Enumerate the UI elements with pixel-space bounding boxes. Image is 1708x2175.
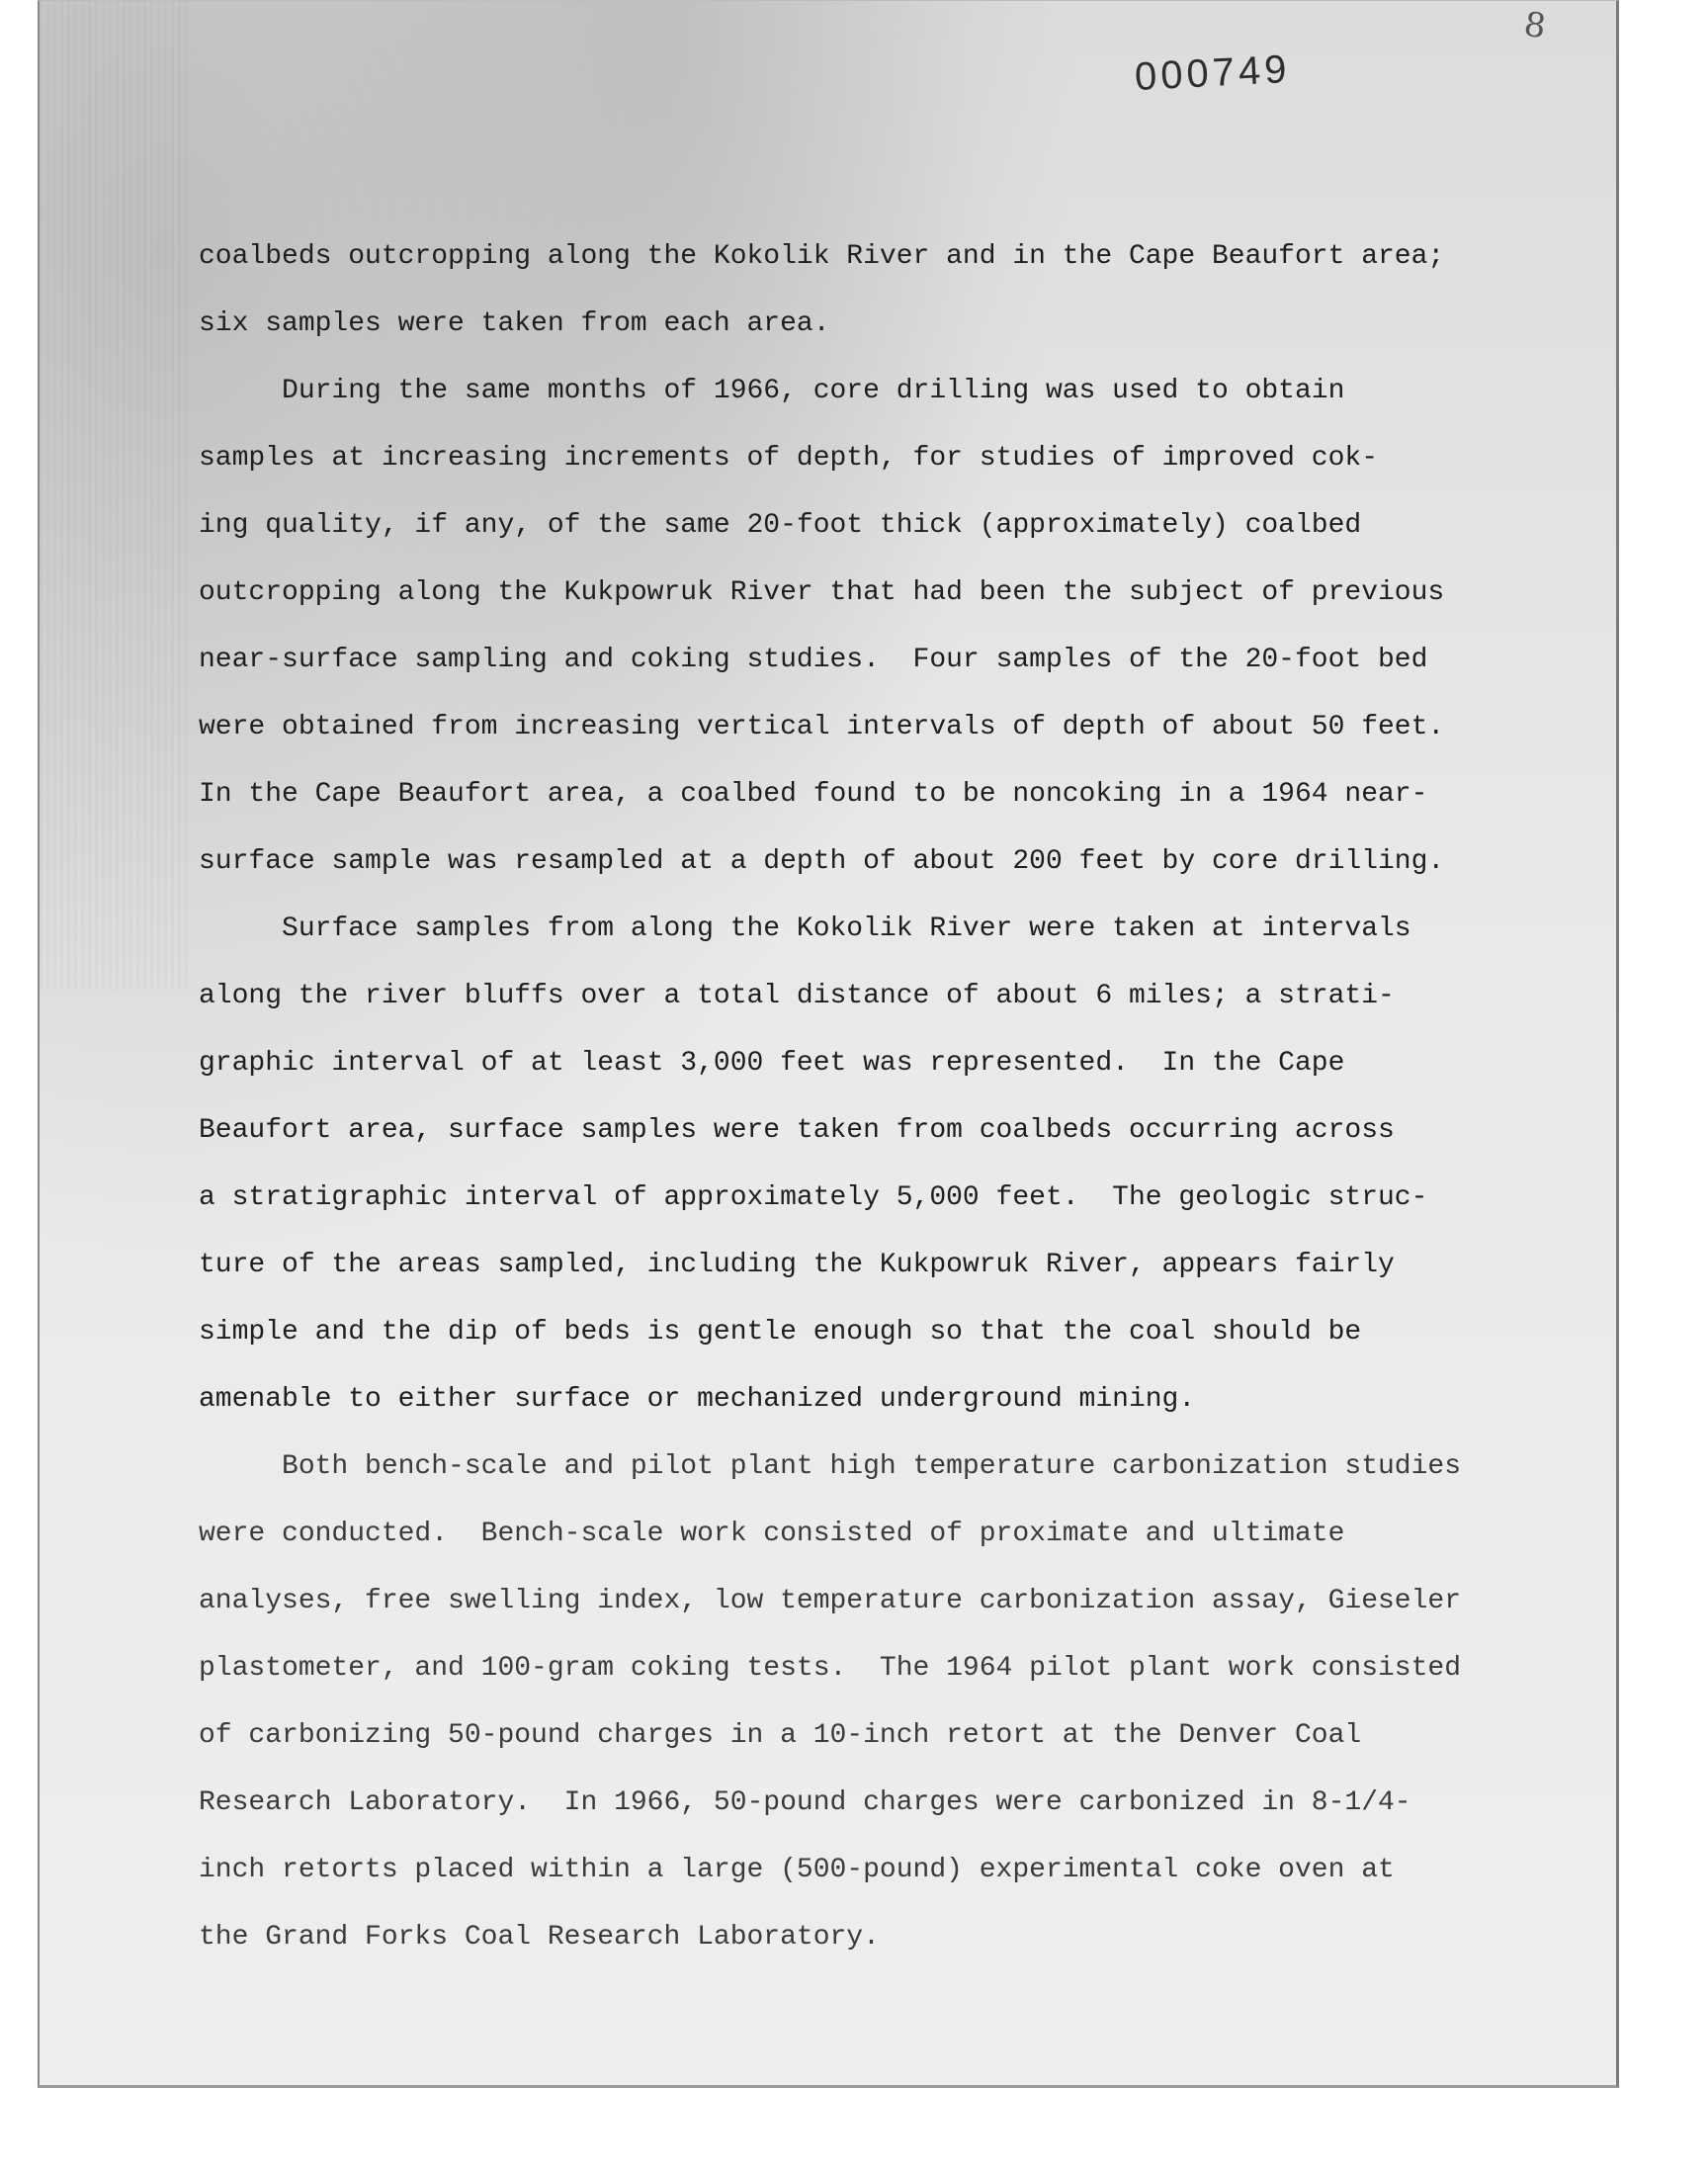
- text-line: a stratigraphic interval of approximately 5,000 feet. The geologic struc-: [199, 1182, 1428, 1213]
- text-line: inch retorts placed within a large (500-pound) experimental coke oven at: [199, 1855, 1395, 1885]
- text-line: near-surface sampling and coking studies. Four samples of the 20-foot bed: [199, 645, 1428, 675]
- text-line: analyses, free swelling index, low temperature carbonization assay, Gieseler: [199, 1586, 1462, 1616]
- text-line: were conducted. Bench-scale work consisted of proximate and ultimate: [199, 1519, 1345, 1549]
- text-line: simple and the dip of beds is gentle enough so that the coal should be: [199, 1317, 1362, 1348]
- text-line: of carbonizing 50-pound charges in a 10-inch retort at the Denver Coal: [199, 1720, 1362, 1751]
- text-line: graphic interval of at least 3,000 feet was represented. In the Cape: [199, 1048, 1345, 1079]
- text-line: the Grand Forks Coal Research Laboratory.: [199, 1922, 880, 1953]
- text-line: plastometer, and 100-gram coking tests. The 1964 pilot plant work consisted: [199, 1653, 1462, 1684]
- text-line: surface sample was resampled at a depth of about 200 feet by core drilling.: [199, 846, 1445, 877]
- body-text: [199, 223, 1484, 1971]
- text-line: amenable to either surface or mechanized underground mining.: [199, 1384, 1196, 1415]
- text-line: ing quality, if any, of the same 20-foot thick (approximately) coalbed: [199, 510, 1362, 541]
- text-line: outcropping along the Kukpowruk River that had been the subject of previous: [199, 577, 1445, 608]
- paragraph-4: [199, 1434, 1484, 1971]
- text-line: six samples were taken from each area.: [199, 308, 830, 339]
- paragraph-2: [199, 358, 1484, 896]
- paragraph-3: [199, 896, 1484, 1434]
- text-line: ture of the areas sampled, including the Kukpowruk River, appears fairly: [199, 1250, 1395, 1280]
- text-line: Both bench-scale and pilot plant high temperature carbonization studies: [199, 1451, 1462, 1482]
- paragraph-1: [199, 223, 1484, 358]
- text-line: Beaufort area, surface samples were taken from coalbeds occurring across: [199, 1115, 1395, 1146]
- text-line: along the river bluffs over a total distance of about 6 miles; a strati-: [199, 981, 1395, 1011]
- text-line: In the Cape Beaufort area, a coalbed found to be noncoking in a 1964 near-: [199, 779, 1428, 810]
- scan-noise: [40, 1, 188, 990]
- handwritten-page-mark: 8: [1521, 4, 1549, 47]
- text-line: Research Laboratory. In 1966, 50-pound charges were carbonized in 8-1/4-: [199, 1787, 1411, 1818]
- text-line: coalbeds outcropping along the Kokolik River and in the Cape Beaufort area;: [199, 241, 1445, 272]
- text-line: During the same months of 1966, core drilling was used to obtain: [199, 376, 1345, 406]
- text-line: Surface samples from along the Kokolik River were taken at intervals: [199, 914, 1411, 944]
- text-line: were obtained from increasing vertical intervals of depth of about 50 feet.: [199, 712, 1445, 742]
- text-line: samples at increasing increments of depth, for studies of improved cok-: [199, 443, 1378, 474]
- document-number: 000749: [1133, 46, 1292, 100]
